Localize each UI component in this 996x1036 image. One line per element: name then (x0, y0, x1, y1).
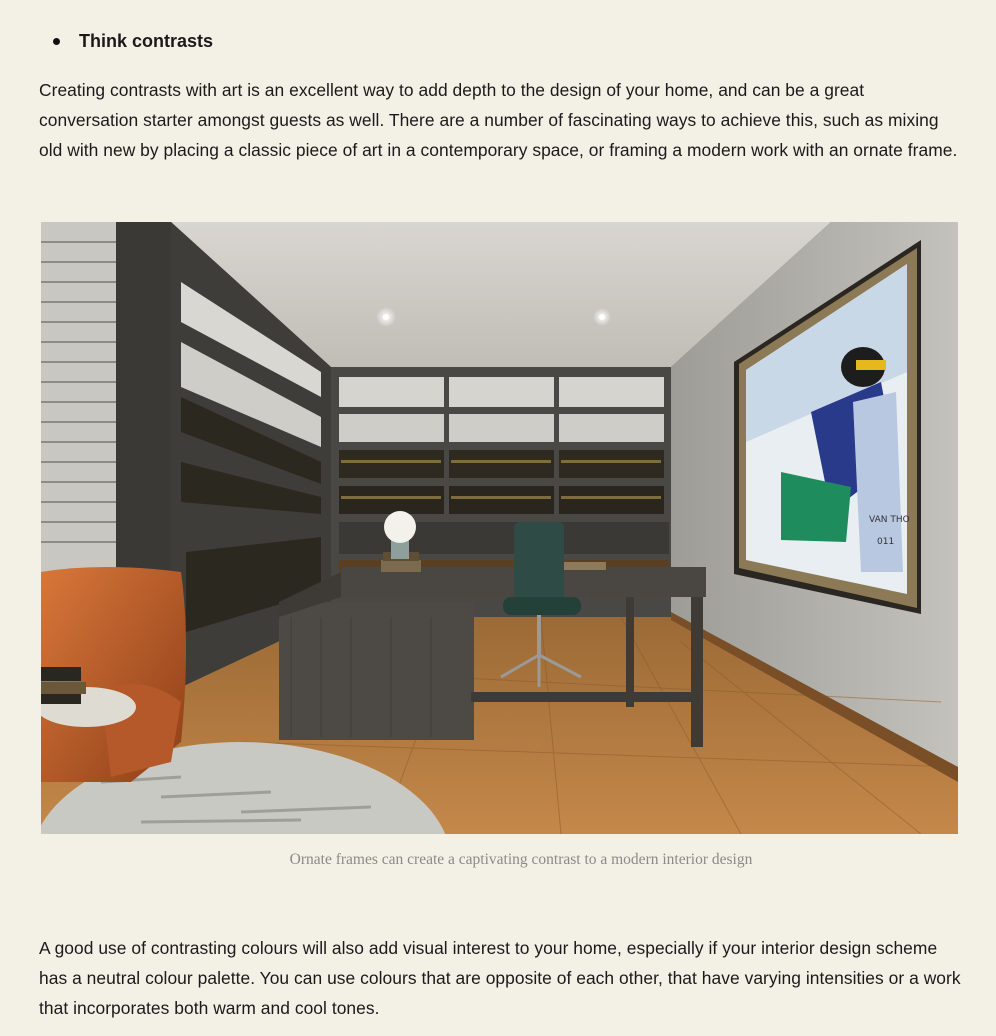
bullet-list (39, 28, 213, 54)
bullet-item-think-contrasts (39, 28, 213, 54)
painting-signature: VAN THO (869, 515, 910, 525)
outro-paragraph: A good use of contrasting colours will also add visual interest to your home, especially if your interior design scheme has a neutral colour palette. You can use colours that are opposite of each other, that have varying intensities or a work that incorporates both warm and cool tones. (39, 938, 961, 1018)
svg-text:011: 011 (877, 537, 895, 547)
figure-caption: Ornate frames can create a captivating contrast to a modern interior design (289, 851, 753, 868)
interior-photo (41, 222, 958, 834)
section-heading: Think contrasts (79, 31, 214, 51)
intro-paragraph: Creating contrasts with art is an excellent way to add depth to the design of your home, and can be a great conversation starter amongst guests as well. There are a number of fascinating ways to achieve this, such as mixing old with new by placing a classic piece of art in a contemporary space, or framing a modern work with an ornate frame. (39, 80, 958, 160)
bullet-icon (53, 38, 60, 45)
